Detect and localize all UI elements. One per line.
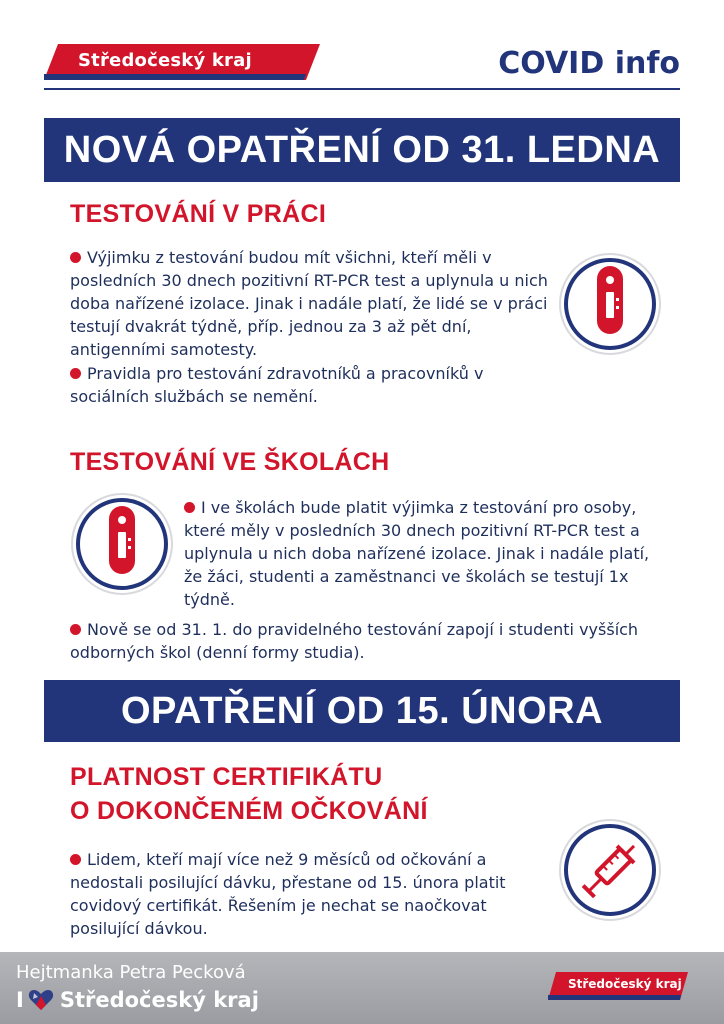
banner-15-february: OPATŘENÍ OD 15. ÚNORA — [44, 680, 680, 742]
section-title-work: TESTOVÁNÍ V PRÁCI — [70, 200, 327, 228]
bullet-icon — [70, 624, 81, 635]
section-title-certificate: PLATNOST CERTIFIKÁTU O DOKONČENÉM OČKOVÁNÍ — [70, 763, 428, 825]
footer-brand-tag — [548, 972, 688, 1000]
footer-governor-name: Hejtmanka Petra Pecková — [16, 962, 246, 983]
header-divider — [44, 88, 680, 90]
work-paragraph-1: Výjimku z testování budou mít všichni, kteří měli v posledních 30 dnech pozitivní RT-PCR test a uplynula u nich doba nařízené izolace. Jinak i nadále platí, že lidé se v práci testují dvakrát týdně, příp. jednou za 3 až pět dní, antigenními samotesty. — [70, 248, 548, 359]
footer-brand-name: Středočeský kraj — [59, 988, 259, 1012]
footer-brand — [16, 988, 259, 1012]
bullet-icon — [70, 252, 81, 263]
schools-paragraph-1: I ve školách bude platit výjimka z testování pro osoby, které měly v posledních 30 dnech pozitivní RT-PCR test a uplynula u nich doba nařízené izolace. Jinak i nadále platí, že žáci, studenti a zaměstnanci ve školách se testují 1x týdně. — [184, 498, 650, 609]
heart-icon — [28, 988, 54, 1012]
brand-tag-label: Středočeský kraj — [78, 50, 252, 71]
footer — [0, 952, 724, 1024]
syringe-icon — [558, 818, 662, 922]
footer-brand-prefix: I — [16, 988, 24, 1012]
certificate-paragraph-1: Lidem, kteří mají více než 9 měsíců od očkování a nedostali posilující dávku, přestane od 15. února platit covidový certifikát. Řešením je nechat se naočkovat posilující dávkou. — [70, 850, 506, 938]
section-title-schools: TESTOVÁNÍ VE ŠKOLÁCH — [70, 448, 390, 476]
bullet-icon — [70, 368, 81, 379]
bullet-icon — [184, 502, 195, 513]
antigen-test-icon — [70, 492, 174, 596]
brand-tag — [44, 44, 320, 80]
bullet-icon — [70, 854, 81, 865]
antigen-test-icon — [558, 252, 662, 356]
footer-brand-tag-label: Středočeský kraj — [568, 977, 682, 991]
banner-31-january: NOVÁ OPATŘENÍ OD 31. LEDNA — [44, 118, 680, 182]
covid-info-title: COVID info — [498, 46, 680, 81]
schools-paragraph-2: Nově se od 31. 1. do pravidelného testování zapojí i studenti vyšších odborných škol (denní formy studia). — [70, 620, 639, 662]
work-paragraph-2: Pravidla pro testování zdravotníků a pracovníků v sociálních službách se nemění. — [70, 364, 484, 406]
